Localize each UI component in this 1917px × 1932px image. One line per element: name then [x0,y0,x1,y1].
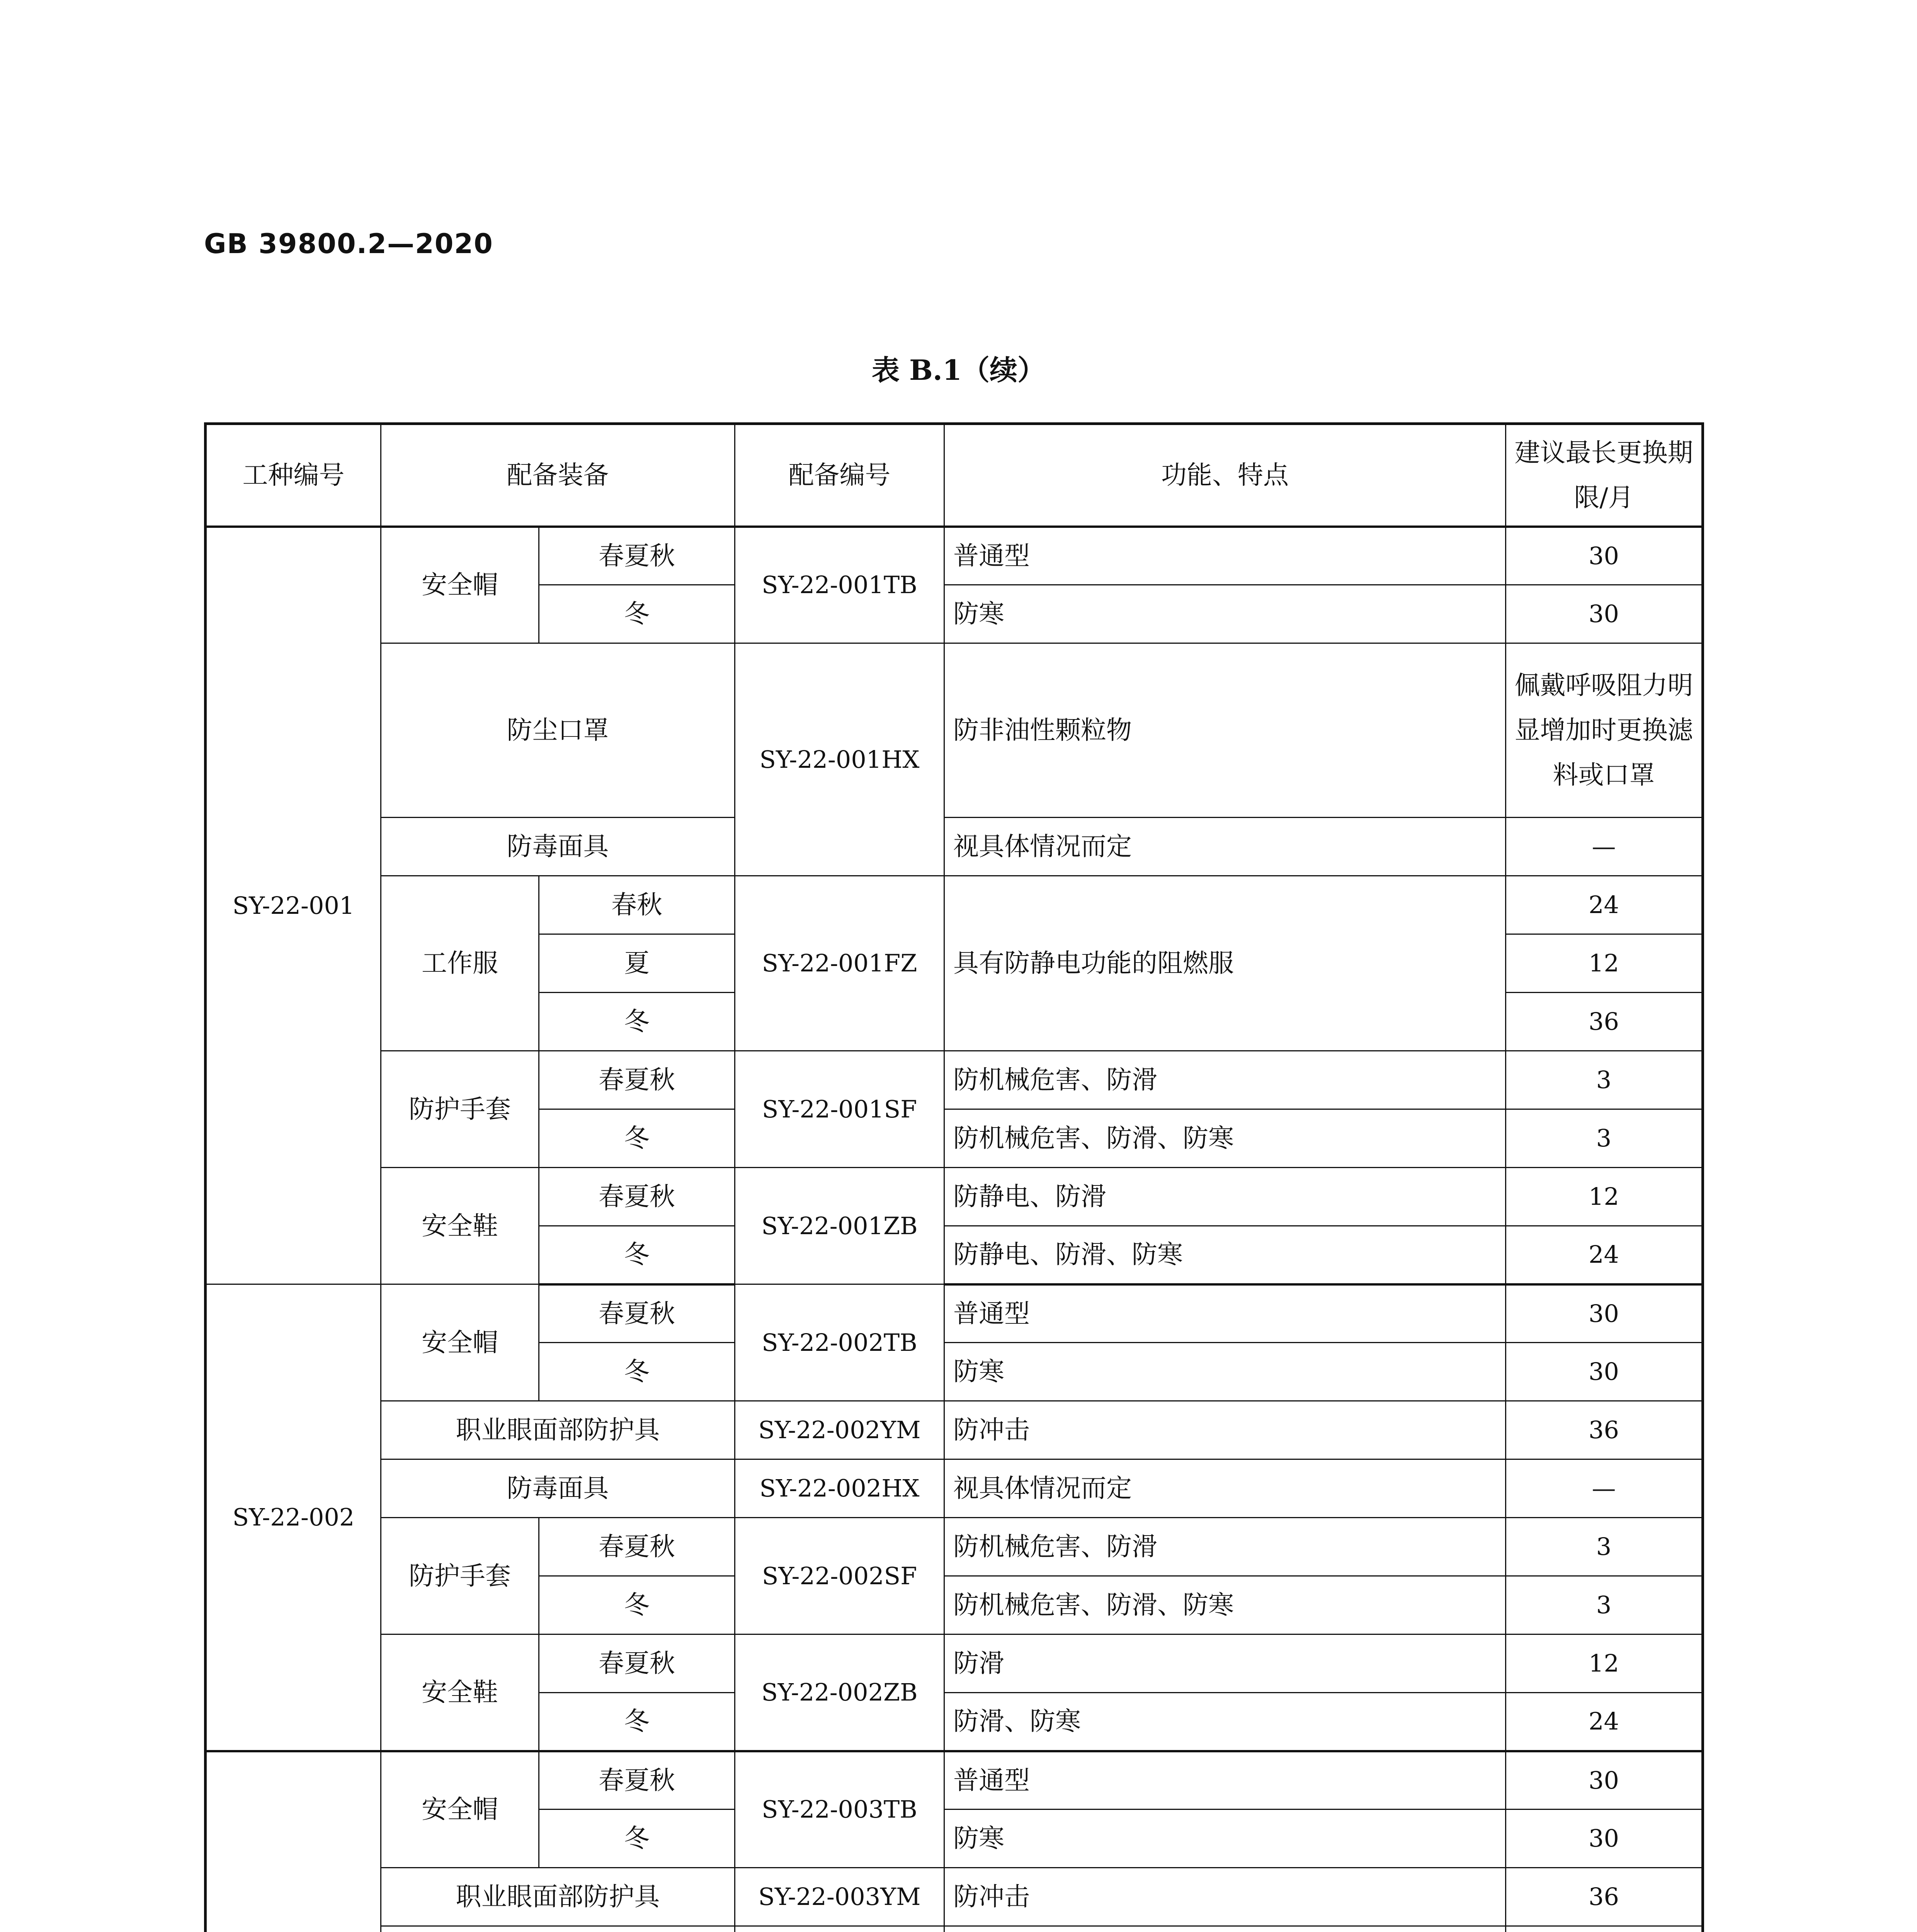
table-row [206,643,1703,818]
function-cell: 防机械危害、防滑 [944,1518,1506,1576]
equipment-cell: 职业眼面部防护具 [381,1868,735,1926]
equip-code-cell [735,1926,944,1932]
season-cell: 冬 [539,1810,735,1868]
period-cell: 36 [1506,993,1703,1051]
period-cell: 30 [1506,1343,1703,1401]
table-row [206,1634,1703,1693]
header-job-code: 工种编号 [206,424,381,527]
table-row [206,1751,1703,1810]
table-row [206,1401,1703,1459]
function-cell: 防非油性颗粒物 [944,643,1506,818]
season-cell: 春夏秋 [539,1751,735,1810]
equipment-cell: 防护手套 [381,1051,539,1168]
equip-code-cell: SY-22-001FZ [735,876,944,1051]
equipment-cell: 职业眼面部防护具 [381,1401,735,1459]
equipment-cell: 安全鞋 [381,1634,539,1751]
table-row [206,1284,1703,1343]
equip-code-cell: SY-22-002SF [735,1518,944,1634]
equip-code-cell: SY-22-001TB [735,527,944,643]
equip-code-cell: SY-22-003TB [735,1751,944,1868]
equipment-cell: 安全鞋 [381,1168,539,1284]
season-cell: 春夏秋 [539,527,735,585]
standard-number: GB 39800.2—2020 [204,228,493,260]
period-cell: 30 [1506,585,1703,643]
season-cell: 冬 [539,585,735,643]
equipment-cell: 安全帽 [381,527,539,643]
function-cell: 防机械危害、防滑、防寒 [944,1576,1506,1634]
function-cell: 防寒 [944,1810,1506,1868]
period-cell: 24 [1506,1226,1703,1284]
function-cell: 防机械危害、防滑、防寒 [944,1109,1506,1168]
equipment-cell: 工作服 [381,876,539,1051]
period-cell: 30 [1506,527,1703,585]
season-cell: 冬 [539,1693,735,1751]
period-cell: 30 [1506,1810,1703,1868]
table-header-row [206,424,1703,527]
period-cell: 30 [1506,1284,1703,1343]
equipment-cell: 防尘口罩 [381,643,735,818]
equip-code-cell: SY-22-002YM [735,1401,944,1459]
function-cell: 具有防静电功能的阻燃服 [944,876,1506,1051]
table-row [206,1868,1703,1926]
function-cell: 普通型 [944,1284,1506,1343]
function-cell: 普通型 [944,527,1506,585]
table-row [206,818,1703,876]
function-cell: 防静电、防滑、防寒 [944,1226,1506,1284]
equipment-table [204,422,1704,1932]
period-cell: 36 [1506,1401,1703,1459]
season-cell: 春秋 [539,876,735,934]
function-cell: 防寒 [944,1343,1506,1401]
period-cell: — [1506,818,1703,876]
equipment-cell: 防毒面具 [381,818,735,876]
season-cell: 冬 [539,1109,735,1168]
period-cell: 3 [1506,1109,1703,1168]
table-caption: 表 B.1（续） [871,354,1046,386]
job-code-cell [206,1751,381,1932]
function-cell: 防寒 [944,585,1506,643]
period-cell: — [1506,1459,1703,1518]
period-cell: 24 [1506,1693,1703,1751]
header-equipment: 配备装备 [381,424,735,527]
equip-code-cell: SY-22-002TB [735,1284,944,1401]
function-cell: 视具体情况而定 [944,1459,1506,1518]
season-cell: 冬 [539,993,735,1051]
table-row [206,1168,1703,1226]
table-row [206,1518,1703,1576]
period-cell: 36 [1506,1868,1703,1926]
season-cell: 春夏秋 [539,1168,735,1226]
period-cell: 3 [1506,1051,1703,1109]
period-cell: 12 [1506,1168,1703,1226]
period-cell: 12 [1506,1634,1703,1693]
equip-code-cell: SY-22-003YM [735,1868,944,1926]
function-cell: 防静电、防滑 [944,1168,1506,1226]
season-cell: 春夏秋 [539,1284,735,1343]
equip-code-cell: SY-22-001HX [735,643,944,876]
season-cell: 冬 [539,1576,735,1634]
season-cell: 春夏秋 [539,1051,735,1109]
season-cell: 春夏秋 [539,1634,735,1693]
equip-code-cell: SY-22-002HX [735,1459,944,1518]
season-cell: 春夏秋 [539,1518,735,1576]
header-equip-code: 配备编号 [735,424,944,527]
table-row [206,527,1703,585]
equipment-cell: 防护手套 [381,1518,539,1634]
equipment-cell: 安全帽 [381,1751,539,1868]
equip-code-cell: SY-22-001ZB [735,1168,944,1284]
equip-code-cell: SY-22-001SF [735,1051,944,1168]
function-cell: 防冲击 [944,1868,1506,1926]
period-cell: 12 [1506,934,1703,993]
equipment-cell: 防毒面具 [381,1459,735,1518]
function-cell: 普通型 [944,1751,1506,1810]
equipment-cell [381,1926,735,1932]
function-cell: 防滑 [944,1634,1506,1693]
period-cell: 3 [1506,1518,1703,1576]
period-cell [1506,1926,1703,1932]
period-cell: 24 [1506,876,1703,934]
period-cell: 30 [1506,1751,1703,1810]
period-cell: 3 [1506,1576,1703,1634]
function-cell [944,1926,1506,1932]
season-cell: 冬 [539,1343,735,1401]
table-row [206,1051,1703,1109]
function-cell: 视具体情况而定 [944,818,1506,876]
header-period: 建议最长更换期限/月 [1506,424,1703,527]
equip-code-cell: SY-22-002ZB [735,1634,944,1751]
period-cell: 佩戴呼吸阻力明显增加时更换滤料或口罩 [1506,643,1703,818]
table-row [206,876,1703,934]
function-cell: 防机械危害、防滑 [944,1051,1506,1109]
table-row [206,1459,1703,1518]
header-function: 功能、特点 [944,424,1506,527]
equipment-cell: 安全帽 [381,1284,539,1401]
season-cell: 冬 [539,1226,735,1284]
season-cell: 夏 [539,934,735,993]
job-code-cell: SY-22-002 [206,1284,381,1751]
function-cell: 防冲击 [944,1401,1506,1459]
job-code-cell: SY-22-001 [206,527,381,1284]
table-row [206,1926,1703,1932]
function-cell: 防滑、防寒 [944,1693,1506,1751]
